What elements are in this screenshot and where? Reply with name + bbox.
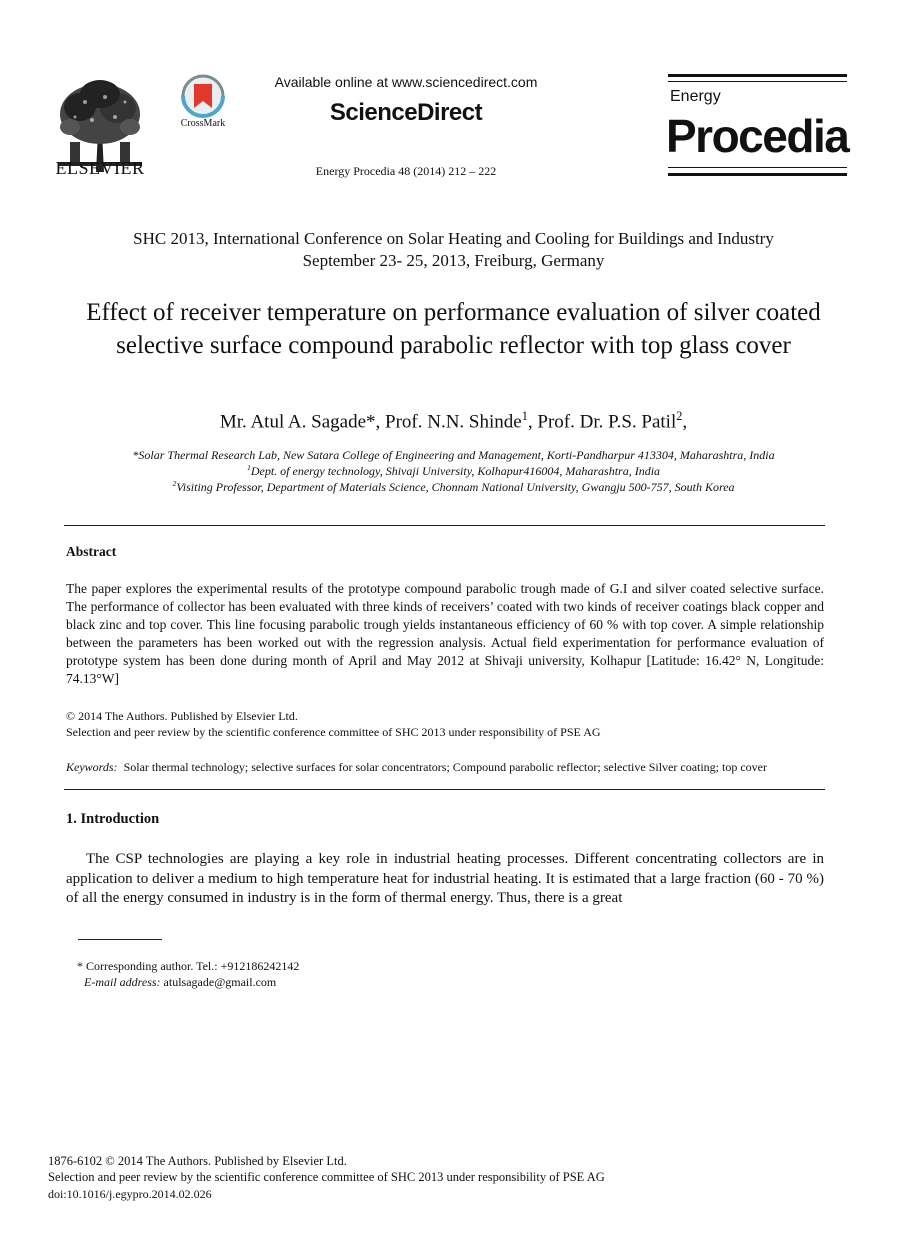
journal-brand-main: Procedia — [666, 110, 849, 162]
author-1: Mr. Atul A. Sagade*, Prof. N.N. Shinde — [219, 411, 522, 433]
author-list-end: , — [682, 411, 688, 433]
affiliation-1: *Solar Thermal Research Lab, New Satara College of Engineering and Management, Korti-Pandharpur 413304, Maharashtra, India — [132, 448, 775, 462]
keywords — [66, 760, 824, 775]
section-heading-introduction: 1. Introduction — [66, 811, 160, 827]
affiliation-3 — [40, 479, 867, 495]
corresponding-author-note: * Corresponding author. Tel.: +912186242142 — [77, 959, 300, 973]
footer-doi[interactable]: doi:10.1016/j.egypro.2014.02.026 — [48, 1187, 212, 1201]
abstract-peer-review: Selection and peer review by the scientific conference committee of SHC 2013 under responsibility of PSE AG — [66, 725, 601, 739]
email-address[interactable]: atulsagade@gmail.com — [163, 975, 277, 989]
introduction-body: The CSP technologies are playing a key role in industrial heating processes. Different concentrating collectors are in application to deliver a medium to high temperature heat for industrial heating. It is estimated that a large fraction (60 - 70 %) of all the energy consumed in industry is in the form of thermal energy. Thus, there is a great — [66, 851, 824, 906]
available-online-text[interactable]: Available online at www.sciencedirect.com — [274, 74, 538, 90]
keywords-list: Solar thermal technology; selective surfaces for solar concentrators; Compound parabolic reflector; selective Silver coating; top cover — [123, 760, 767, 774]
footer-peer-review: Selection and peer review by the scientific conference committee of SHC 2013 under responsibility of PSE AG — [48, 1170, 605, 1184]
affiliation-2 — [40, 463, 867, 479]
affiliation-3-mark: 2 — [172, 479, 177, 488]
journal-reference: Energy Procedia 48 (2014) 212 – 222 — [315, 164, 497, 178]
affiliation-2-mark: 1 — [246, 463, 251, 472]
divider-bottom — [64, 789, 825, 790]
email-label: E-mail address: — [84, 975, 161, 989]
affiliation-2-text: Dept. of energy technology, Shivaji University, Kolhapur416004, Maharashtra, India — [250, 464, 661, 478]
publisher-name: ELSEVIER — [55, 158, 145, 178]
conference-line-1: SHC 2013, International Conference on Solar Heating and Cooling for Buildings and Industry — [133, 229, 774, 248]
author-1-affiliation-mark: 1 — [521, 409, 528, 423]
keywords-label: Keywords: — [66, 760, 118, 774]
abstract-heading: Abstract — [66, 544, 117, 559]
author-list — [40, 409, 867, 433]
abstract-body: The paper explores the experimental results of the prototype compound parabolic trough made of G.I and silver coated selective surface. The performance of collector has been evaluated with three kinds of receivers’ coated with two kinds of receiver coatings black copper and black zinc and top cover. This line focusing parabolic trough yields instantaneous efficiency of 60 % with top cover. A simple relationship between the parameters has been worked out with the regression analysis. Actual field experimentation for performance evaluation of prototype system has been done during month of April and May 2012 at Shivaji university, Kolhapur [Latitude: 16.42° N, Longitude: 74.13°W] — [66, 581, 824, 686]
abstract-copyright: © 2014 The Authors. Published by Elsevier Ltd. — [66, 709, 298, 723]
sciencedirect-logo[interactable]: ScienceDirect — [329, 99, 483, 126]
paper-title: Effect of receiver temperature on performance evaluation of silver coated selective surface compound parabolic reflector with top glass cover — [86, 299, 821, 359]
crossmark-label: CrossMark — [180, 118, 226, 129]
conference-line-2: September 23- 25, 2013, Freiburg, Germany — [302, 251, 605, 270]
email-note — [84, 975, 276, 990]
affiliation-3-text: Visiting Professor, Department of Materials Science, Chonnam National University, Gwangju 500-757, South Korea — [176, 480, 735, 494]
author-2: , Prof. Dr. P.S. Patil — [527, 411, 677, 433]
author-2-affiliation-mark: 2 — [676, 409, 683, 423]
footer-issn-copyright: 1876-6102 © 2014 The Authors. Published by Elsevier Ltd. — [48, 1154, 347, 1168]
journal-brand-top: Energy — [670, 88, 721, 105]
footnote-rule — [78, 939, 162, 940]
divider-top — [64, 525, 825, 526]
